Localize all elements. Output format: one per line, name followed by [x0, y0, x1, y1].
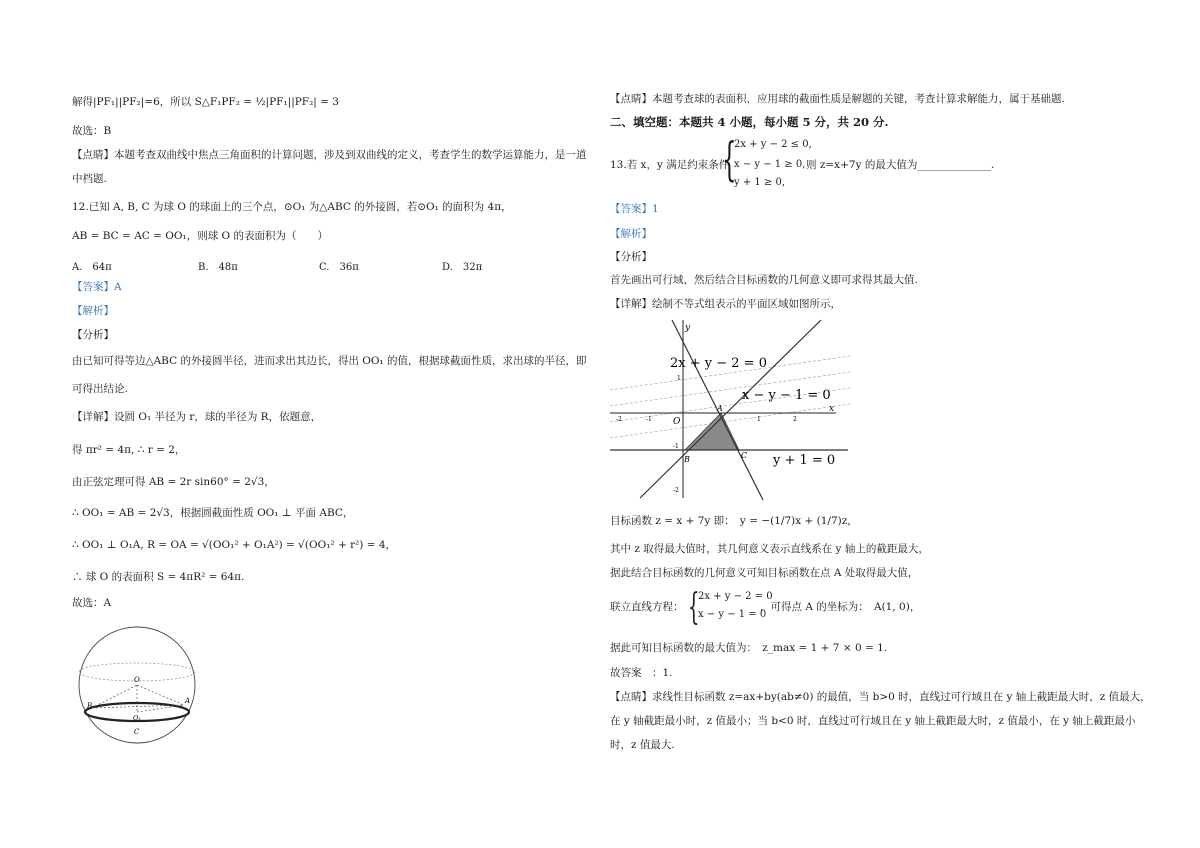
- system-eq-1: 2x + y − 2 = 0: [698, 591, 773, 602]
- option-d: D. 32π: [442, 262, 483, 273]
- brace-symbol: {: [688, 587, 700, 628]
- equation-line: ∴ OO₁ ⊥ O₁A, R = OA = √(OO₁² + O₁A²) = √(OO₁² + r²) = 4，: [72, 539, 397, 551]
- left-column: [72, 0, 612, 848]
- equation-line: ∴ 球 O 的表面积 S = 4πR² = 64π.: [72, 571, 245, 583]
- point-label-a: A: [185, 697, 191, 705]
- fenxi-label: 【分析】: [72, 329, 114, 341]
- question-12-stem: 12.已知 A, B, C 为球 O 的球面上的三个点，⊙O₁ 为△ABC 的外接圆，若⊙O₁ 的面积为 4π，: [72, 201, 512, 213]
- tick-label: 2: [793, 416, 797, 423]
- equation-line: 由正弦定理可得 AB = 2r sin60° = 2√3，: [72, 476, 275, 488]
- option-a: A. 64π: [72, 262, 112, 273]
- point-label-o: O: [134, 676, 140, 684]
- tick-label: 1: [757, 416, 761, 423]
- constraint-2: x − y − 1 ≥ 0,: [734, 159, 806, 170]
- answer-label: 【答案】1: [610, 203, 659, 215]
- analysis-label: 【解析】: [610, 228, 652, 240]
- line-label: x − y − 1 = 0: [742, 388, 831, 403]
- system-eq-2: x − y − 1 = 0: [698, 609, 767, 620]
- analysis-label: 【解析】: [72, 305, 114, 317]
- right-column: [610, 0, 1150, 848]
- point-label-a: A: [717, 404, 723, 413]
- question-13-stem: 13.若 x，y 满足约束条件: [610, 159, 730, 171]
- text-line: 在 y 轴截距最小时，z 值最小；当 b<0 时，直线过可行域且在 y 轴上截距最大时，z 值最小，在 y 轴上截距最小: [610, 715, 1136, 727]
- point-label-c: C: [134, 728, 140, 736]
- origin-label: O: [673, 417, 681, 427]
- option-b: B. 48π: [198, 262, 238, 273]
- text-line: 中档题.: [72, 173, 107, 185]
- text-line: 由已知可得等边△ABC 的外接圆半径，进而求出其边长，得出 OO₁ 的值，根据球截面性质，求出球的半径，即: [72, 355, 587, 367]
- text-line: 可得出结论.: [72, 383, 128, 395]
- tick-label: -1: [673, 443, 679, 450]
- axis-label-y: y: [685, 323, 691, 333]
- question-13-tail: 则 z=x+7y 的最大值为______________.: [806, 159, 995, 171]
- line-label: 2x + y − 2 = 0: [670, 356, 767, 371]
- text-line: 【点睛】本题考查双曲线中焦点三角面积的计算问题，涉及到双曲线的定义，考查学生的数学运算能力，是一道: [72, 149, 587, 161]
- option-c: C. 36π: [319, 262, 359, 273]
- fenxi-label: 【分析】: [610, 251, 652, 263]
- tick-label: 1: [677, 375, 681, 382]
- text-line: 据此结合目标函数的几何意义可知目标函数在点 A 处取得最大值，: [610, 567, 919, 579]
- feasible-region: [685, 413, 739, 450]
- axis-label-x: x: [829, 404, 835, 414]
- tick-label: -2: [616, 416, 622, 423]
- text-line: 故选：A: [72, 597, 112, 609]
- sphere-figure: [72, 620, 202, 748]
- system-result: ，可得点 A 的坐标为： A(1, 0)，: [760, 601, 921, 613]
- answer-label: 【答案】A: [72, 281, 122, 293]
- constraint-3: y + 1 ≥ 0,: [734, 177, 786, 188]
- brace-symbol: {: [722, 132, 737, 186]
- text-line: 时，z 值最大.: [610, 739, 675, 751]
- constraint-1: 2x + y − 2 ≤ 0,: [734, 139, 812, 150]
- text-line: 其中 z 取得最大值时，其几何意义表示直线系在 y 轴上的截距最大，: [610, 543, 929, 555]
- text-line: 【点睛】求线性目标函数 z=ax+by(ab≠0) 的最值，当 b>0 时，直线过可行域且在 y 轴上截距最大时，z 值最大，: [610, 691, 1151, 703]
- system-intro: 联立直线方程：: [610, 601, 684, 613]
- line-label: y + 1 = 0: [773, 453, 836, 468]
- question-12-stem: AB = BC = AC = OO₁，则球 O 的表面积为（ ）: [72, 230, 328, 242]
- equation-line: ∴ OO₁ = AB = 2√3，根据圆截面性质 OO₁ ⊥ 平面 ABC，: [72, 507, 354, 519]
- text-line: 【详解】设圆 O₁ 半径为 r，球的半径为 R，依题意，: [72, 411, 322, 423]
- point-label-b: B: [87, 702, 93, 710]
- text-line: 【点睛】本题考查球的表面积，应用球的截面性质是解题的关键，考查计算求解能力，属于基础题.: [610, 93, 1065, 105]
- text-line: 故选：B: [72, 125, 112, 137]
- equation-line: 得 πr² = 4π, ∴ r = 2，: [72, 444, 186, 456]
- point-label-c: C: [741, 451, 748, 460]
- equation-line: 据此可知目标函数的最大值为： z_max = 1 + 7 × 0 = 1.: [610, 642, 888, 654]
- text-line: 解得|PF₁||PF₂|=6，所以 S△F₁PF₂ = ½|PF₁||PF₂| = 3: [72, 96, 339, 108]
- text-line: 故答案 ：1.: [610, 667, 673, 679]
- feasible-region-graph: [610, 318, 850, 500]
- tick-label: -1: [646, 416, 652, 423]
- text-line: 首先画出可行域，然后结合目标函数的几何意义即可求得其最大值.: [610, 274, 918, 286]
- section-heading: 二、填空题：本题共 4 小题，每小题 5 分，共 20 分.: [610, 115, 889, 129]
- point-label-b: B: [684, 455, 690, 464]
- tick-label: -2: [673, 487, 679, 494]
- point-label-o1: O₁: [133, 714, 141, 722]
- text-line: 【详解】绘制不等式组表示的平面区域如图所示，: [610, 298, 841, 310]
- equation-line: 目标函数 z = x + 7y 即： y = −(1/7)x + (1/7)z，: [610, 515, 858, 527]
